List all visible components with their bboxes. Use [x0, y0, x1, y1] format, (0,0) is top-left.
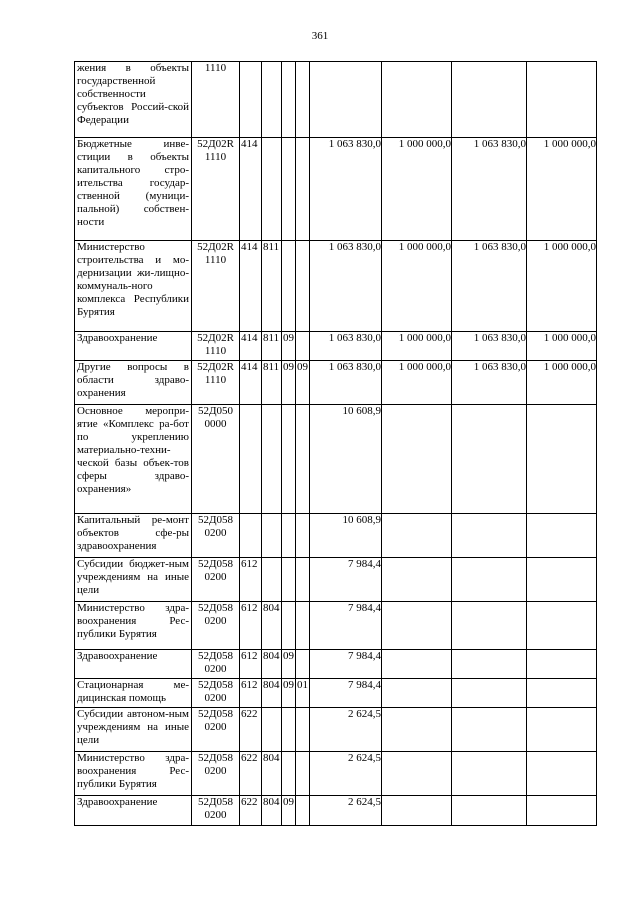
administrator-code — [262, 138, 282, 241]
section-code — [282, 62, 296, 138]
subsection-code: 01 — [296, 679, 310, 708]
row-name: Министерство здра-воохранения Рес-публики Бурятия — [75, 602, 192, 650]
expense-type-code — [240, 62, 262, 138]
amount-cell — [452, 708, 527, 752]
amount-cell — [452, 602, 527, 650]
section-code: 09 — [282, 332, 296, 361]
page-number: 361 — [311, 30, 329, 42]
amount-cell — [527, 62, 597, 138]
administrator-code — [262, 558, 282, 602]
amount-cell: 1 000 000,0 — [527, 241, 597, 332]
amount-cell: 7 984,4 — [310, 650, 382, 679]
target-article-code: 52Д050 0000 — [192, 405, 240, 514]
amount-cell — [452, 796, 527, 826]
amount-cell: 10 608,9 — [310, 405, 382, 514]
amount-cell — [527, 514, 597, 558]
amount-cell: 1 000 000,0 — [382, 241, 452, 332]
row-name: жения в объекты государственной собственности субъектов Россий-ской Федерации — [75, 62, 192, 138]
row-name: Здравоохранение — [75, 332, 192, 361]
section-code — [282, 602, 296, 650]
expense-type-code: 414 — [240, 332, 262, 361]
row-name: Министерство здра-воохранения Рес-публики Бурятия — [75, 752, 192, 796]
amount-cell — [452, 514, 527, 558]
target-article-code: 52Д058 0200 — [192, 514, 240, 558]
row-name: Субсидии автоном-ным учреждениям на иные цели — [75, 708, 192, 752]
amount-cell — [527, 708, 597, 752]
table-row — [75, 514, 597, 558]
subsection-code — [296, 558, 310, 602]
amount-cell — [527, 405, 597, 514]
section-code: 09 — [282, 650, 296, 679]
administrator-code: 804 — [262, 650, 282, 679]
amount-cell: 1 000 000,0 — [527, 332, 597, 361]
section-code: 09 — [282, 361, 296, 405]
section-code — [282, 138, 296, 241]
amount-cell: 1 063 830,0 — [452, 241, 527, 332]
amount-cell — [527, 752, 597, 796]
administrator-code: 811 — [262, 332, 282, 361]
expense-type-code: 612 — [240, 679, 262, 708]
amount-cell — [452, 405, 527, 514]
table-row — [75, 650, 597, 679]
administrator-code — [262, 708, 282, 752]
amount-cell: 1 000 000,0 — [527, 361, 597, 405]
row-name: Основное меропри-ятие «Комплекс ра-бот по укреплению материально-техни-ческой базы объек-тов сферы здраво-охранения» — [75, 405, 192, 514]
administrator-code: 804 — [262, 752, 282, 796]
target-article-code: 52Д02R 1110 — [192, 332, 240, 361]
row-name: Министерство строительства и мо-дернизации жи-лищно-коммуналь-ного комплекса Республики Бурятия — [75, 241, 192, 332]
amount-cell — [527, 558, 597, 602]
section-code — [282, 514, 296, 558]
amount-cell: 1 063 830,0 — [310, 332, 382, 361]
expense-type-code: 414 — [240, 138, 262, 241]
row-name: Капитальный ре-монт объектов сфе-ры здравоохранения — [75, 514, 192, 558]
administrator-code: 804 — [262, 602, 282, 650]
expense-type-code — [240, 405, 262, 514]
amount-cell — [382, 752, 452, 796]
target-article-code: 52Д02R 1110 — [192, 138, 240, 241]
amount-cell: 2 624,5 — [310, 752, 382, 796]
target-article-code: 52Д058 0200 — [192, 679, 240, 708]
target-article-code: 52Д058 0200 — [192, 752, 240, 796]
expense-type-code — [240, 514, 262, 558]
target-article-code: 52Д02R 1110 — [192, 241, 240, 332]
target-article-code: 52Д058 0200 — [192, 558, 240, 602]
row-name: Другие вопросы в области здраво-охранения — [75, 361, 192, 405]
expense-type-code: 622 — [240, 708, 262, 752]
administrator-code: 804 — [262, 796, 282, 826]
subsection-code — [296, 62, 310, 138]
subsection-code — [296, 241, 310, 332]
amount-cell — [382, 679, 452, 708]
table-row — [75, 708, 597, 752]
row-name: Здравоохранение — [75, 650, 192, 679]
table-row — [75, 62, 597, 138]
section-code — [282, 558, 296, 602]
expense-type-code: 622 — [240, 752, 262, 796]
amount-cell: 10 608,9 — [310, 514, 382, 558]
table-row — [75, 405, 597, 514]
section-code — [282, 241, 296, 332]
section-code — [282, 752, 296, 796]
section-code — [282, 405, 296, 514]
table-row — [75, 241, 597, 332]
budget-table — [74, 61, 597, 826]
subsection-code — [296, 708, 310, 752]
amount-cell: 1 000 000,0 — [382, 138, 452, 241]
amount-cell: 7 984,4 — [310, 602, 382, 650]
amount-cell: 1 000 000,0 — [382, 361, 452, 405]
subsection-code — [296, 138, 310, 241]
amount-cell — [382, 796, 452, 826]
target-article-code: 52Д058 0200 — [192, 602, 240, 650]
table-row — [75, 752, 597, 796]
table-row — [75, 796, 597, 826]
amount-cell — [452, 752, 527, 796]
amount-cell: 1 000 000,0 — [527, 138, 597, 241]
table-row — [75, 679, 597, 708]
table-row — [75, 361, 597, 405]
target-article-code: 52Д058 0200 — [192, 650, 240, 679]
amount-cell — [382, 650, 452, 679]
amount-cell — [382, 602, 452, 650]
subsection-code — [296, 405, 310, 514]
section-code: 09 — [282, 796, 296, 826]
administrator-code — [262, 405, 282, 514]
amount-cell — [382, 405, 452, 514]
administrator-code — [262, 514, 282, 558]
target-article-code: 1110 — [192, 62, 240, 138]
amount-cell — [310, 62, 382, 138]
expense-type-code: 414 — [240, 241, 262, 332]
section-code: 09 — [282, 679, 296, 708]
row-name: Бюджетные инве-стиции в объекты капитального стро-ительства государ-ственной (муници-пальной) собствен-ности — [75, 138, 192, 241]
table-row — [75, 332, 597, 361]
amount-cell: 1 063 830,0 — [310, 138, 382, 241]
amount-cell — [382, 62, 452, 138]
subsection-code — [296, 332, 310, 361]
row-name: Субсидии бюджет-ным учреждениям на иные цели — [75, 558, 192, 602]
amount-cell — [452, 558, 527, 602]
amount-cell — [382, 558, 452, 602]
row-name: Здравоохранение — [75, 796, 192, 826]
section-code — [282, 708, 296, 752]
amount-cell: 1 063 830,0 — [310, 241, 382, 332]
target-article-code: 52Д02R 1110 — [192, 361, 240, 405]
amount-cell — [452, 679, 527, 708]
amount-cell — [382, 514, 452, 558]
amount-cell — [452, 62, 527, 138]
amount-cell — [527, 796, 597, 826]
amount-cell: 1 063 830,0 — [452, 361, 527, 405]
amount-cell: 1 000 000,0 — [382, 332, 452, 361]
amount-cell: 2 624,5 — [310, 708, 382, 752]
administrator-code: 811 — [262, 241, 282, 332]
administrator-code: 804 — [262, 679, 282, 708]
expense-type-code: 612 — [240, 558, 262, 602]
expense-type-code: 612 — [240, 650, 262, 679]
amount-cell — [527, 602, 597, 650]
expense-type-code: 622 — [240, 796, 262, 826]
subsection-code: 09 — [296, 361, 310, 405]
subsection-code — [296, 650, 310, 679]
expense-type-code: 414 — [240, 361, 262, 405]
target-article-code: 52Д058 0200 — [192, 796, 240, 826]
table-row — [75, 602, 597, 650]
administrator-code: 811 — [262, 361, 282, 405]
amount-cell — [382, 708, 452, 752]
amount-cell: 2 624,5 — [310, 796, 382, 826]
table-row — [75, 138, 597, 241]
amount-cell — [452, 650, 527, 679]
amount-cell — [527, 679, 597, 708]
amount-cell: 7 984,4 — [310, 679, 382, 708]
subsection-code — [296, 796, 310, 826]
table-body — [75, 62, 597, 826]
target-article-code: 52Д058 0200 — [192, 708, 240, 752]
subsection-code — [296, 602, 310, 650]
subsection-code — [296, 514, 310, 558]
amount-cell: 1 063 830,0 — [452, 138, 527, 241]
amount-cell: 1 063 830,0 — [452, 332, 527, 361]
expense-type-code: 612 — [240, 602, 262, 650]
administrator-code — [262, 62, 282, 138]
row-name: Стационарная ме-дицинская помощь — [75, 679, 192, 708]
amount-cell — [527, 650, 597, 679]
table-row — [75, 558, 597, 602]
subsection-code — [296, 752, 310, 796]
amount-cell: 7 984,4 — [310, 558, 382, 602]
amount-cell: 1 063 830,0 — [310, 361, 382, 405]
